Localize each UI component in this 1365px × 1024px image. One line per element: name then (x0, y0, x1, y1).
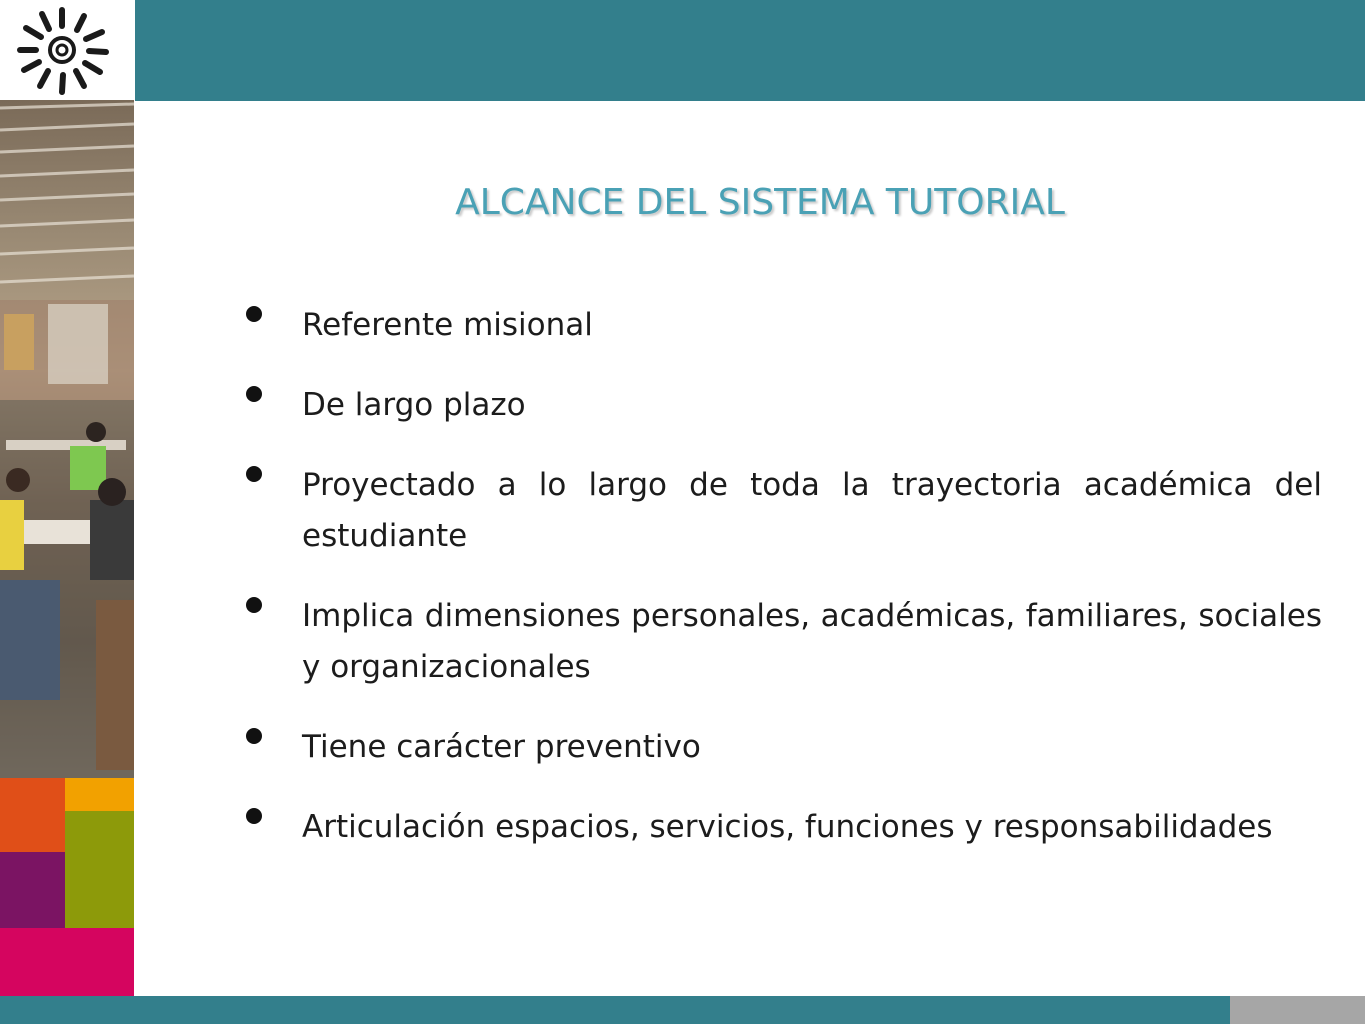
bullet-item (240, 802, 1322, 853)
bullet-icon (246, 597, 262, 613)
bullet-text: Implica dimensiones personales, académicas, familiares, sociales y organizacionales (302, 598, 1322, 685)
footer-gray-block (1230, 996, 1365, 1024)
bullet-icon (246, 728, 262, 744)
classroom-photo (0, 100, 134, 778)
sun-spiral-icon (14, 4, 114, 96)
bullet-text: De largo plazo (302, 387, 526, 423)
bullet-text: Tiene carácter preventivo (302, 729, 701, 765)
bullet-icon (246, 386, 262, 402)
slide-title: ALCANCE DEL SISTEMA TUTORIAL (455, 182, 1065, 223)
bullet-icon (246, 466, 262, 482)
color-block-pink (0, 928, 134, 996)
bullet-item (240, 380, 1322, 431)
header-bar (135, 0, 1365, 101)
color-block-olive (65, 811, 134, 928)
bullet-text: Proyectado a lo largo de toda la trayectoria académica del estudiante (302, 467, 1322, 554)
bullet-list (240, 300, 1322, 882)
bullet-item (240, 460, 1322, 562)
bullet-icon (246, 808, 262, 824)
bullet-item (240, 300, 1322, 351)
logo (0, 0, 134, 100)
footer-bar (0, 996, 1230, 1024)
bullet-item (240, 591, 1322, 693)
color-block-orange-red (0, 778, 65, 852)
bullet-icon (246, 306, 262, 322)
color-block-orange (65, 778, 134, 811)
bullet-text: Articulación espacios, servicios, funciones y responsabilidades (302, 809, 1273, 845)
color-block-purple (0, 852, 65, 928)
bullet-text: Referente misional (302, 307, 593, 343)
bullet-item (240, 722, 1322, 773)
